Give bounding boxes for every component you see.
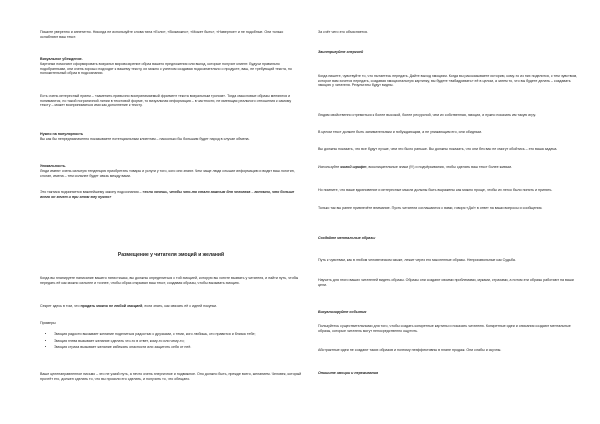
- section-title: Размещение у читателя эмоций и желаний: [117, 252, 225, 258]
- paragraph: Когда пишете, чувствуйте то, что пытаетесь передать. Дайте выход эмоциям. Когда вы рассказываете историю, кому-то из них поделится, с тем чувством, которое вам хочется передать, создавая эмоциональную картинку, вы будете «взбадривать» её в целом, а затем то, что вы будете делать – создавать эмоцию у читателя. Результаты будут видны.: [318, 74, 578, 88]
- paragraph: Людям свойственно стремиться к более высокой, более ресурсной, чем их собственная, эмоции, и нужно показать им такую игру.: [318, 113, 536, 117]
- bold-text: продать можно не любой эмоцией: [80, 304, 143, 308]
- paragraph: Научить для этого ваших читателей видеть образы. Образы они создают своими проблемами, муками, страхами, а потом эти образы работают на ваши цели.: [318, 278, 574, 287]
- paragraph: Пишите уверенно и аппетитно. Никогда не используйте слова типа «Если», «Возможно», «Может быть», «Наверное» и не подобные. Они только ослабляют ваш текст.: [40, 30, 284, 39]
- paragraph: Только так вы ранее привлечёте внимание. Пусть читатели соглашаются с вами, говоря «Да!» в ответ на ваши вопросы и сообщения.: [318, 206, 543, 210]
- heading-visualize: Визуализируйте события: [318, 310, 367, 314]
- paragraph: Когда вы планируете написание вашего пятистишья, вы должны определиться с той эмоцией, которую вы хотите вызвать у читателя, и найти путь, чтобы передать её как можно сильнее и точнее, чтобы образ открывал ваш текст, создавая образы, чтобы вызывать эмоцию.: [40, 276, 299, 285]
- examples-label: Примеры: [40, 321, 56, 325]
- heading-exclusive: Уникальность.: [40, 164, 67, 168]
- heading-need: Нужно на популярность: [40, 132, 84, 136]
- paragraph: Вы как бы непредназначенно показываете потенциальным клиентам – насколько бы большим будет народ в случае обмена.: [40, 137, 250, 141]
- heading-last: Опишите эмоции и переживания: [318, 371, 379, 375]
- heading-energy: Заинтригуйте энергией: [318, 50, 364, 54]
- list-item: • Эмоция гнева вызывает желание сделать что-то в ответ, кому-то или чему-то;: [54, 339, 316, 344]
- paragraph: Пользуйтесь существительными для того, чтобы создать конкретные картины и показать читателю. Конкретные идеи и описания создают ментальные образы, которые читатель могут непосредственно ощутить.: [318, 324, 571, 333]
- text: Секрет здесь в том, что: [40, 304, 81, 308]
- paragraph: За счёт чего это объясняется.: [318, 30, 368, 34]
- paragraph: Картинки помогают сформировать визуальн мировоззрение образ вашего предложения или выгод, которые получит клиент. Будучи правильно подобранными, они очень хорошо подходят к вашему тексту, их можно с успехом создавая подсознательно о продукте, ваш, не требующий текста, но положительный образ в подсознании.: [40, 62, 292, 76]
- heading-images: Создайте ментальные образы: [318, 236, 376, 240]
- paragraph: Ваше целенаправленное письмо – это не узкий путь, а нечто очень энергичное и подвижное. Оно должно быть, прежде всего, желанием. Человек, который прочтёт его, должен сделать то, что вы просили его сделать, и получить то, что обещано.: [40, 372, 302, 381]
- paragraph: Есть очень интересный прием – «заменить привычно воспринимаемый фрагмент текста визуальным тропом». Тогда смысловые образы меняются и понимаются, по такой пограничной линии в текстовой форме, то визуальная информация – в частности, не имеющая реального отношения к самому тексту – может восприниматься ими как дополнение к тексту.: [40, 94, 292, 108]
- paragraph: Путь к чувствам, как в любом человеческом языке, лежит через его мысленные образы. Непроизвольные как Судьба.: [318, 258, 516, 262]
- list-item: • Эмоция страха вызывает желание избежать опасности или защитить себя от неё.: [54, 345, 316, 350]
- text: , восклицательные знаки (!!!) и подчёркивания, чтобы сделать ваш текст более живым.: [366, 165, 512, 169]
- text: Используйте: [318, 165, 341, 169]
- paragraph: Абстрактные идеи не создают таких образов и поэтому неэффективны в плане продаж. Они слабы и скучны.: [318, 348, 502, 352]
- paragraph: [318, 165, 580, 170]
- examples-list: [40, 332, 316, 352]
- law-text: Это тактика подчиняется важнейшему закону подсознания –: [40, 190, 143, 194]
- paragraph: В целом текст должен быть занимательным и побуждающим, а не унижающим его, или обидным.: [318, 130, 482, 134]
- paragraph: [40, 304, 302, 309]
- paragraph: Но помните, что ваше вдохновение и интересные мысли должны быть выражены как можно проще, чтобы их легко было понять и принять.: [318, 188, 553, 192]
- law-emphasis: «если хочешь, чтобы что-то стало важным для человека – вспомни, что больше всего он хочет и при этом ему нужно»: [40, 190, 295, 199]
- paragraph-law: [40, 190, 302, 199]
- paragraph: Вы должны показать, что все будут лучше, чем это было раньше. Вы должны показать, что они без вас не смогут обойтись – это ваша задача.: [318, 147, 558, 151]
- paragraph: Люди имеют очень сильную тенденцию приобретать товары и услуги у того, кого они знают. Чем чаще люди слышат информацию и видят ваш логотип, слоган, имена – тем сильнее будет связь между вами.: [40, 169, 295, 178]
- list-item: • Эмоция радости вызывает желание поделиться радостью с друзьями, с теми, кого любишь, кто нравится и близок тебе;: [54, 332, 316, 337]
- heading-visual: Визуальное убеждение.: [40, 57, 83, 61]
- text: , если знать, как связать её с идеей покупки.: [142, 304, 218, 308]
- bold-italic-text: живой шрифт: [340, 165, 367, 169]
